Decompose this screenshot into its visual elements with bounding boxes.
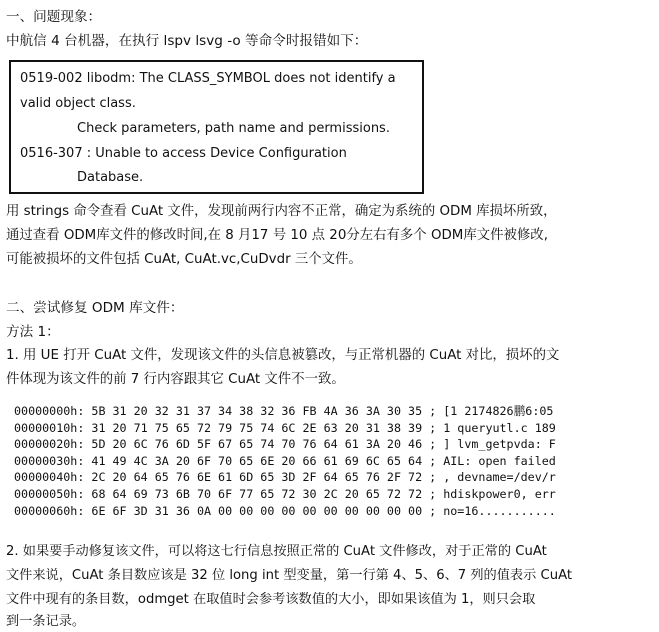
step-2-line-1: 2. 如果要手动修复该文件，可以将这七行信息按照正常的 CuAt 文件修改，对于正常的 CuAt (6, 544, 547, 559)
hex-dump (14, 403, 556, 519)
hex-row: 00000060h: 6E 6F 3D 31 36 0A 00 00 00 00 00 00 00 00 00 00 ; no=16........... (14, 503, 556, 518)
hex-row: 00000000h: 5B 31 20 32 31 37 34 38 32 36 FB 4A 36 3A 30 35 ; [1 2174826鹏6:05 (14, 404, 554, 418)
section-1-intro: 中航信 4 台机器，在执行 lspv lsvg -o 等命令时报错如下： (6, 33, 368, 49)
error-line-4: 0516-307 : Unable to access Device Configuration (20, 146, 347, 161)
step-2-line-2: 文件来说，CuAt 条目数应该是 32 位 long int 型变量，第一行第 4、5、6、7 列的值表示 CuAt (6, 568, 573, 583)
hex-row: 00000030h: 41 49 4C 3A 20 6F 70 65 6E 20 66 61 69 6C 65 64 ; AIL: open failed (14, 453, 556, 468)
method-label: 方法 1： (6, 324, 60, 340)
step-1-line-2: 件体现为该文件的前 7 行内容跟其它 CuAt 文件不一致。 (6, 372, 345, 387)
section-2-heading: 二、尝试修复 ODM 库文件： (6, 300, 184, 316)
error-message-box (9, 60, 424, 194)
step-1-line-1: 1. 用 UE 打开 CuAt 文件，发现该文件的头信息被篡改，与正常机器的 CuAt 对比，损坏的文 (6, 348, 560, 363)
step-2-line-4: 到一条记录。 (6, 614, 86, 629)
error-line-2: valid object class. (20, 96, 136, 111)
step-2-line-3: 文件中现有的条目数，odmget 在取值时会参考该数值的大小，即如果该值为 1，则只会取 (6, 592, 536, 607)
error-line-1: 0519-002 libodm: The CLASS_SYMBOL does not identify a (20, 71, 396, 86)
section-1-heading: 一、问题现象： (6, 9, 102, 25)
error-line-5: Database. (77, 170, 144, 185)
analysis-line-1: 用 strings 命令查看 CuAt 文件，发现前两行内容不正常，确定为系统的 ODM 库损坏所致， (6, 204, 557, 219)
analysis-line-3: 可能被损坏的文件包括 CuAt, CuAt.vc,CuDvdr 三个文件。 (6, 252, 362, 267)
hex-row: 00000040h: 2C 20 64 65 76 6E 61 6D 65 3D 2F 64 65 76 2F 72 ; , devname=/dev/r (14, 470, 556, 485)
error-line-3: Check parameters, path name and permissions. (77, 121, 390, 136)
hex-row: 00000010h: 31 20 71 75 65 72 79 75 74 6C 2E 63 20 31 38 39 ; 1 queryutl.c 189 (14, 420, 556, 435)
hex-row: 00000020h: 5D 20 6C 76 6D 5F 67 65 74 70 76 64 61 3A 20 46 ; ] lvm_getpvda: F (14, 437, 556, 452)
hex-row: 00000050h: 68 64 69 73 6B 70 6F 77 65 72 30 2C 20 65 72 72 ; hdiskpower0, err (14, 486, 556, 501)
analysis-line-2: 通过查看 ODM库文件的修改时间,在 8 月17 号 10 点 20分左右有多个 ODM库文件被修改, (6, 228, 548, 243)
